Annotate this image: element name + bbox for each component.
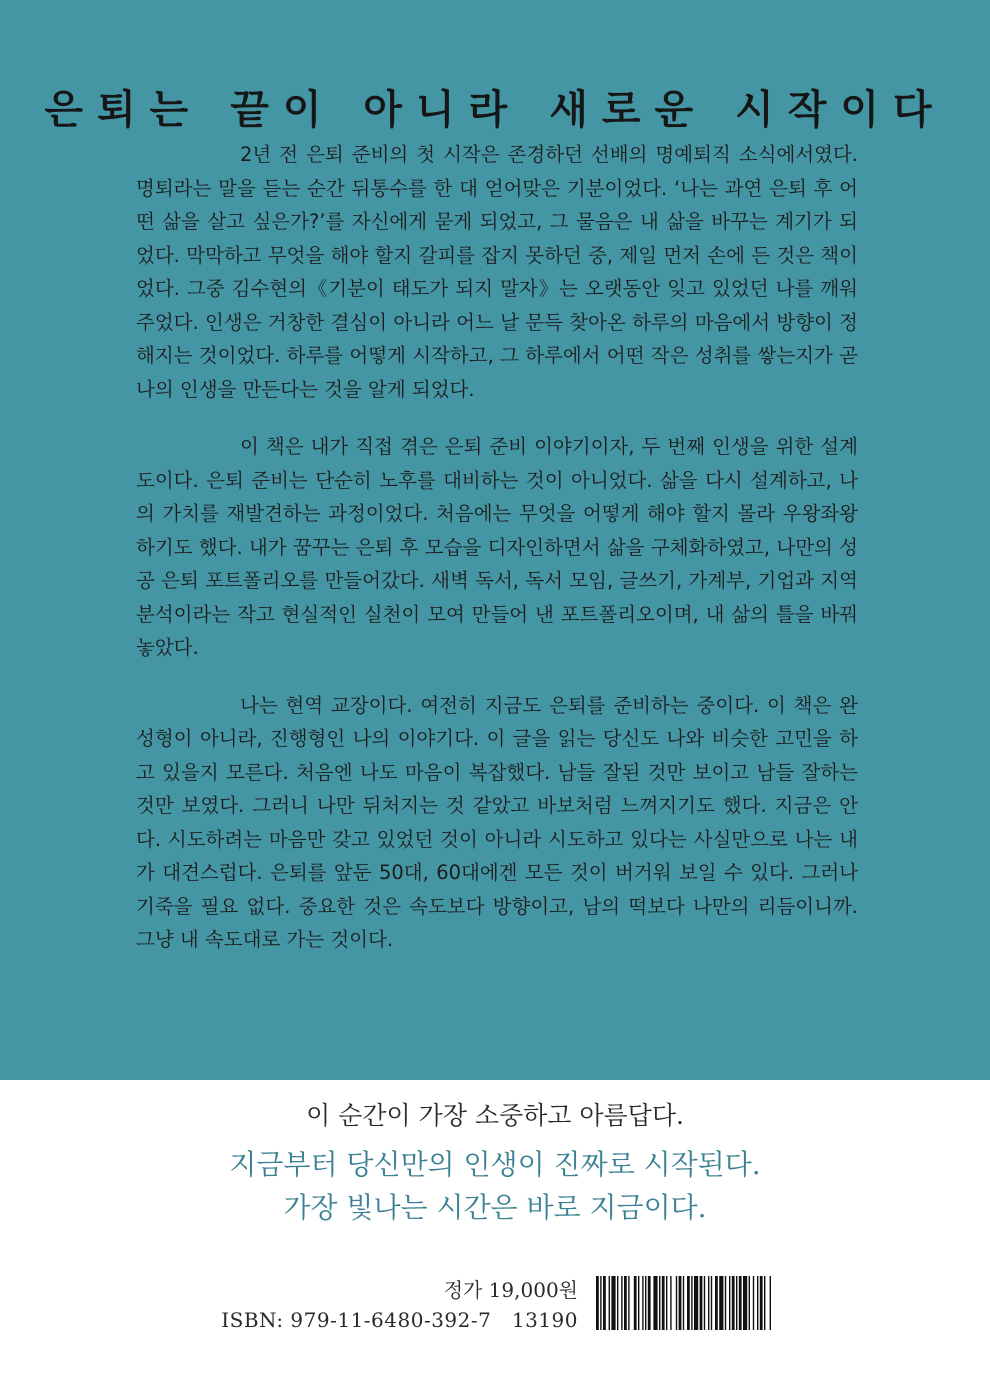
barcode-bar <box>753 1276 754 1330</box>
barcode-bar <box>653 1276 657 1330</box>
barcode-bar <box>600 1276 601 1330</box>
barcode-bar <box>624 1276 627 1330</box>
barcode-bar <box>708 1276 709 1330</box>
barcode-bar <box>687 1276 690 1330</box>
barcode-bar <box>770 1276 771 1330</box>
barcode-icon <box>596 1276 860 1330</box>
isbn-label: ISBN: 979-11-6480-392-7 13190 <box>221 1308 578 1332</box>
barcode-bar <box>638 1276 639 1330</box>
barcode-bar <box>760 1276 763 1330</box>
body-paragraph-1: 2년 전 은퇴 준비의 첫 시작은 존경하던 선배의 명예퇴직 소식에서였다. 명퇴라는 말을 듣는 순간 뒤통수를 한 대 얻어맞은 기분이었다. ‘나는 과연 은퇴 후 어떤 삶을 살고 싶은가?’를 자신에게 묻게 되었고, 그 물음은 내 삶을 바꾸는 계기가 되었다. 막막하고 무엇을 해야 할지 갈피를 잡지 못하던 중, 제일 먼저 손에 든 것은 책이었다. 그중 김수현의《기분이 태도가 되지 말자》는 오랫동안 잊고 있었던 나를 깨워 주었다. 인생은 거창한 결심이 아니라 어느 날 문득 찾아온 하루의 마음에서 방향이 정해지는 것이었다. 하루를 어떻게 시작하고, 그 하루에서 어떤 작은 성취를 쌓는지가 곧 나의 인생을 만든다는 것을 알게 되었다. <box>136 143 858 401</box>
barcode-bar <box>694 1276 698 1330</box>
barcode-bar <box>700 1276 703 1330</box>
barcode-bar <box>743 1276 747 1330</box>
barcode-bar <box>666 1276 667 1330</box>
barcode-bar <box>670 1276 671 1330</box>
barcode-bar <box>729 1276 730 1330</box>
barcode-bar <box>719 1276 723 1330</box>
barcode-bar <box>648 1276 651 1330</box>
barcode-bar <box>725 1276 726 1330</box>
barcode-bar <box>628 1276 629 1330</box>
barcode-bar <box>645 1276 646 1330</box>
barcode-bar <box>642 1276 643 1330</box>
tagline-2: 지금부터 당신만의 인생이 진짜로 시작된다. <box>229 1148 761 1181</box>
barcode-bar <box>739 1276 742 1330</box>
barcode-bar <box>732 1276 735 1330</box>
barcode-bar <box>749 1276 750 1330</box>
price-label: 정가 19,000원 <box>443 1278 578 1302</box>
barcode-bar <box>621 1276 622 1330</box>
barcode-bar <box>662 1276 665 1330</box>
barcode-bar <box>611 1276 615 1330</box>
barcode-bar <box>683 1276 684 1330</box>
body-paragraph-3: 나는 현역 교장이다. 여전히 지금도 은퇴를 준비하는 중이다. 이 책은 완성형이 아니라, 진행형인 나의 이야기다. 이 글을 읽는 당신도 나와 비슷한 고민을 하고 있을지 모른다. 처음엔 나도 마음이 복잡했다. 남들 잘된 것만 보이고 남들 잘하는 것만 보였다. 그러니 나만 뒤처지는 것 같았고 바보처럼 느껴지기도 했다. 지금은 안다. 시도하려는 마음만 갖고 있었던 것이 아니라 시도하고 있다는 사실만으로 나는 내가 대견스럽다. 은퇴를 앞둔 50대, 60대에겐 모든 것이 버거워 보일 수 있다. 그러나 기죽을 필요 없다. 중요한 것은 속도보다 방향이고, 남의 떡보다 나만의 리듬이니까. 그냥 내 속도대로 가는 것이다. <box>136 693 858 951</box>
barcode-bar <box>603 1276 606 1330</box>
barcode-bar <box>736 1276 737 1330</box>
barcode-bar <box>596 1276 599 1330</box>
headline: 은퇴는 끝이 아니라 새로운 시작이다 <box>44 87 946 133</box>
body-text <box>136 138 858 981</box>
barcode-bar <box>764 1276 765 1330</box>
barcode-bar <box>711 1276 712 1330</box>
barcode-bar <box>691 1276 692 1330</box>
barcode-bar <box>617 1276 618 1330</box>
tagline-3: 가장 빛나는 시간은 바로 지금이다. <box>283 1191 707 1224</box>
body-paragraph-2: 이 책은 내가 직접 겪은 은퇴 준비 이야기이자, 두 번째 인생을 위한 설계도이다. 은퇴 준비는 단순히 노후를 대비하는 것이 아니었다. 삶을 다시 설계하고, 나의 가치를 재발견하는 과정이었다. 처음에는 무엇을 어떻게 해야 할지 몰라 우왕좌왕하기도 했다. 내가 꿈꾸는 은퇴 후 모습을 디자인하면서 삶을 구체화하였고, 나만의 성공 은퇴 포트폴리오를 만들어갔다. 새벽 독서, 독서 모임, 글쓰기, 가계부, 기업과 지역분석이라는 작고 현실적인 실천이 모여 만들어 낸 포트폴리오이며, 내 삶의 틀을 바꿔 놓았다. <box>136 435 858 659</box>
barcode-bar <box>757 1276 758 1330</box>
barcode-bar <box>679 1276 682 1330</box>
barcode-bar <box>676 1276 677 1330</box>
tagline-1: 이 순간이 가장 소중하고 아름답다. <box>306 1101 684 1130</box>
barcode-bar <box>659 1276 660 1330</box>
barcode-bar <box>704 1276 705 1330</box>
barcode-bar <box>634 1276 637 1330</box>
barcode-bar <box>715 1276 718 1330</box>
barcode-bar <box>609 1276 610 1330</box>
